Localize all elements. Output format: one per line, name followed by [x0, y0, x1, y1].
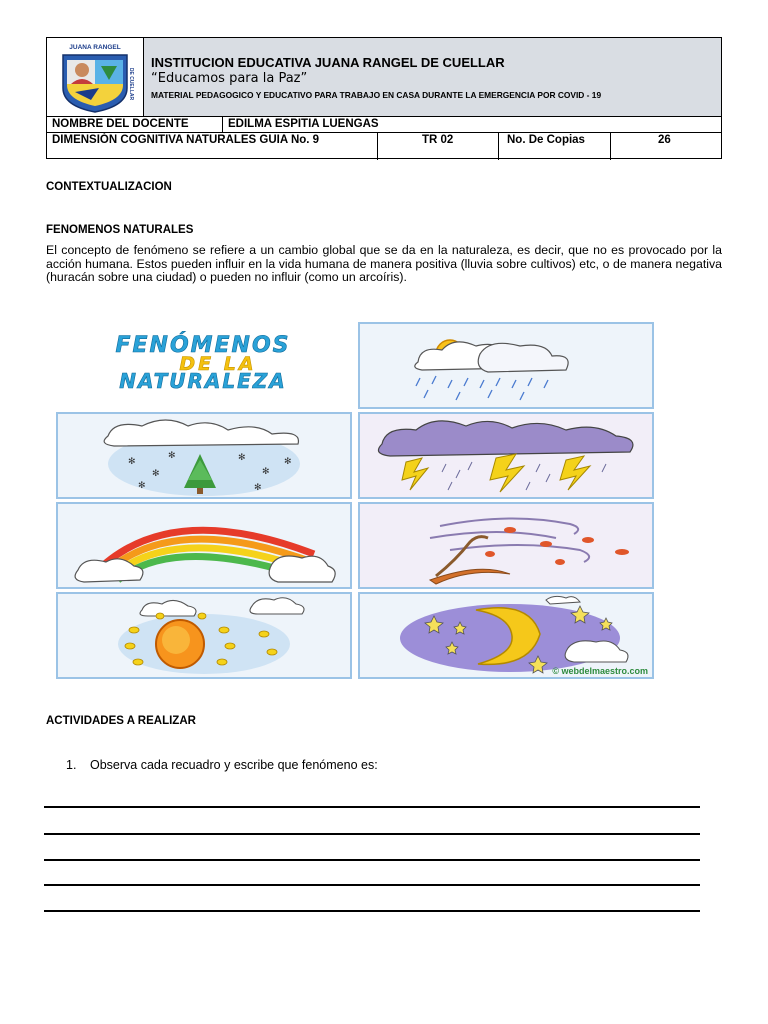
- logo-text: JUANA RANGEL: [69, 44, 121, 51]
- panel-moon: [358, 592, 654, 679]
- answer-line[interactable]: [44, 884, 700, 886]
- svg-text:✻: ✻: [152, 469, 160, 479]
- panel-snow: [56, 412, 352, 499]
- section-fenomenos: FENOMENOS NATURALES: [46, 224, 194, 236]
- docente-row: [47, 116, 721, 133]
- wind-icon: [360, 504, 652, 587]
- moon-stars-icon: [360, 594, 652, 677]
- activity-instruction: Observa cada recuadro y escribe que fenómeno es:: [90, 758, 378, 772]
- copias-label: No. De Copias: [499, 133, 611, 160]
- answer-line[interactable]: [44, 833, 700, 835]
- illustration-title: [58, 322, 348, 408]
- answer-line[interactable]: [44, 806, 700, 808]
- docente-label: NOMBRE DEL DOCENTE: [47, 117, 223, 133]
- answer-line[interactable]: [44, 859, 700, 861]
- panel-wind: [358, 502, 654, 589]
- school-logo: [47, 38, 144, 117]
- tr-code: TR 02: [378, 133, 499, 160]
- panel-sun: [56, 592, 352, 679]
- docente-name: EDILMA ESPITIA LUENGAS: [228, 118, 379, 130]
- title-line-3: NATURALEZA: [119, 369, 287, 393]
- school-crest-icon: [47, 38, 143, 117]
- panel-rain: [358, 322, 654, 409]
- logo-side-text: DE CUELLAR: [128, 67, 134, 101]
- activity-number: 1.: [66, 758, 77, 772]
- svg-text:✻: ✻: [284, 457, 292, 467]
- illustration-credit: © webdelmaestro.com: [552, 666, 648, 676]
- rainbow-icon: [58, 504, 350, 587]
- section-contextualizacion: CONTEXTUALIZACION: [46, 181, 172, 193]
- rain-sun-icon: [360, 324, 652, 407]
- section-actividades: ACTIVIDADES A REALIZAR: [46, 715, 196, 727]
- header-table: [46, 37, 722, 159]
- svg-text:✻: ✻: [168, 451, 176, 461]
- header-banner: [47, 38, 721, 117]
- panel-rainbow: [56, 502, 352, 589]
- copias-value: 26: [658, 134, 671, 146]
- institution-motto: “Educamos para la Paz”: [151, 71, 308, 86]
- dimension-row: [47, 132, 721, 160]
- svg-text:✻: ✻: [138, 481, 146, 491]
- answer-line[interactable]: [44, 910, 700, 912]
- title-line-1: FENÓMENOS: [115, 333, 291, 358]
- svg-text:✻: ✻: [128, 457, 136, 467]
- activity-item-1: [66, 758, 378, 772]
- svg-text:✻: ✻: [238, 453, 246, 463]
- panel-storm: [358, 412, 654, 499]
- svg-text:✻: ✻: [254, 483, 262, 493]
- intro-paragraph: El concepto de fenómeno se refiere a un cambio global que se da en la naturaleza, es decir, que no es provocado por la acción humana. Estos pueden influir en la vida humana de manera positiva (lluvia sobre cultivos) etc, o de manera negativa (huracán sobre una ciudad) o pueden no influir (como un arcoíris).: [46, 243, 722, 284]
- storm-icon: [360, 414, 652, 497]
- document-subtitle: MATERIAL PEDAGOGICO Y EDUCATIVO PARA TRABAJO EN CASA DURANTE LA EMERGENCIA POR COVID - 19: [151, 90, 602, 100]
- dimension-label: DIMENSIÓN COGNITIVA NATURALES GUIA No. 9: [47, 133, 378, 160]
- svg-text:✻: ✻: [262, 467, 270, 477]
- title-line-2: DE LA: [179, 353, 257, 375]
- sun-icon: [58, 594, 350, 677]
- institution-name: INSTITUCION EDUCATIVA JUANA RANGEL DE CUELLAR: [151, 55, 505, 70]
- snow-icon: [58, 414, 350, 497]
